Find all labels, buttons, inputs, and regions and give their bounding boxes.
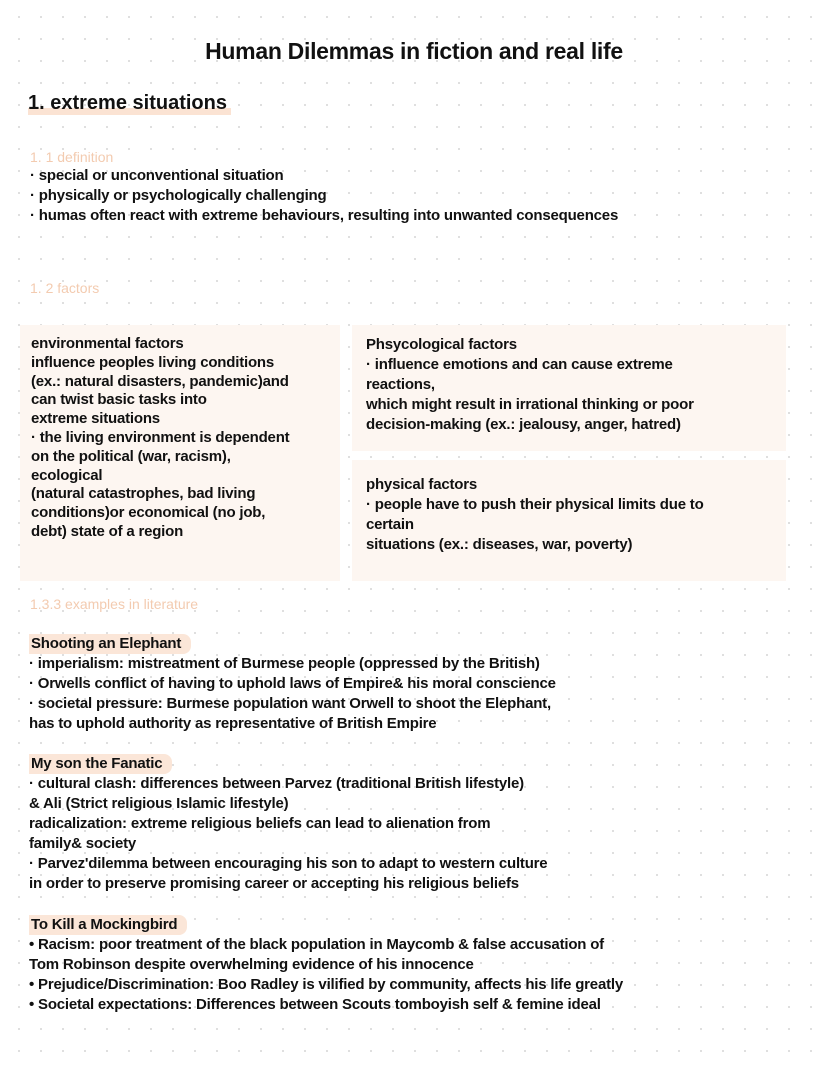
page-title: Human Dilemmas in fiction and real life [205,38,623,64]
book-my-son-the-fanatic [29,754,547,894]
text-line: (ex.: natural disasters, pandemic)and [31,372,289,390]
text-line: · influence emotions and can cause extreme [366,356,673,373]
text-line: conditions)or economical (no job, [31,504,266,522]
text-line: · cultural clash: differences between Parvez (traditional British lifestyle) [29,775,524,792]
text-line: decision-making (ex.: jealousy, anger, hatred) [366,416,681,433]
text-line: environmental factors [31,335,184,352]
text-line: radicalization: extreme religious beliefs can lead to alienation from [29,815,491,832]
text-line: ecological [31,466,103,484]
factors-heading: 1. 2 factors [30,280,100,296]
text-line: · special or unconventional situation [30,167,284,184]
section-heading: 1. extreme situations [28,92,231,115]
text-line: influence peoples living conditions [31,353,275,371]
physical-factors-text [366,475,704,555]
text-line: · humas often react with extreme behaviours, resulting into unwanted consequences [30,207,619,224]
book-shooting-an-elephant [29,634,556,734]
text-line: Tom Robinson despite overwhelming evidence of his innocence [29,956,474,973]
text-line: on the political (war, racism), [31,447,231,465]
text-line: & Ali (Strict religious Islamic lifestyle) [29,795,289,812]
environmental-factors-text [31,335,289,542]
text-line: situations (ex.: diseases, war, poverty) [366,536,633,553]
text-line: in order to preserve promising career or accepting his religious beliefs [29,875,519,892]
examples-heading: 1.3.3 examples in literature [30,596,199,612]
text-line: family& society [29,835,137,852]
definition-list [30,166,618,226]
text-line: · people have to push their physical limits due to [366,496,704,513]
text-line: · physically or psychologically challenging [30,187,327,204]
definition-heading: 1. 1 definition [30,149,114,165]
text-line: • Prejudice/Discrimination: Boo Radley is vilified by community, affects his life greatly [29,976,623,993]
text-line: physical factors [366,476,478,493]
text-line: has to uphold authority as representative of British Empire [29,715,437,732]
book-title: To Kill a Mockingbird [29,915,187,935]
text-line: · Orwells conflict of having to uphold laws of Empire& his moral conscience [29,675,556,692]
text-line: • Racism: poor treatment of the black population in Maycomb & false accusation of [29,936,604,953]
text-line: debt) state of a region [31,522,184,540]
text-line: · imperialism: mistreatment of Burmese people (oppressed by the British) [29,655,540,672]
text-line: · societal pressure: Burmese population want Orwell to shoot the Elephant, [29,695,551,712]
text-line: which might result in irrational thinking or poor [366,396,694,413]
book-title: Shooting an Elephant [29,634,191,654]
text-line: Phsycological factors [366,336,517,353]
psychological-factors-text [366,335,694,435]
text-line: · Parvez'dilemma between encouraging his son to adapt to western culture [29,855,548,872]
text-line: (natural catastrophes, bad living [31,485,256,503]
text-line: extreme situations [31,410,160,428]
book-to-kill-a-mockingbird [29,915,623,1015]
book-title: My son the Fanatic [29,754,172,774]
text-line: can twist basic tasks into [31,391,207,409]
text-line: reactions, [366,376,435,393]
text-line: certain [366,516,414,533]
text-line: · the living environment is dependent [31,428,290,446]
text-line: • Societal expectations: Differences between Scouts tomboyish self & femine ideal [29,996,601,1013]
